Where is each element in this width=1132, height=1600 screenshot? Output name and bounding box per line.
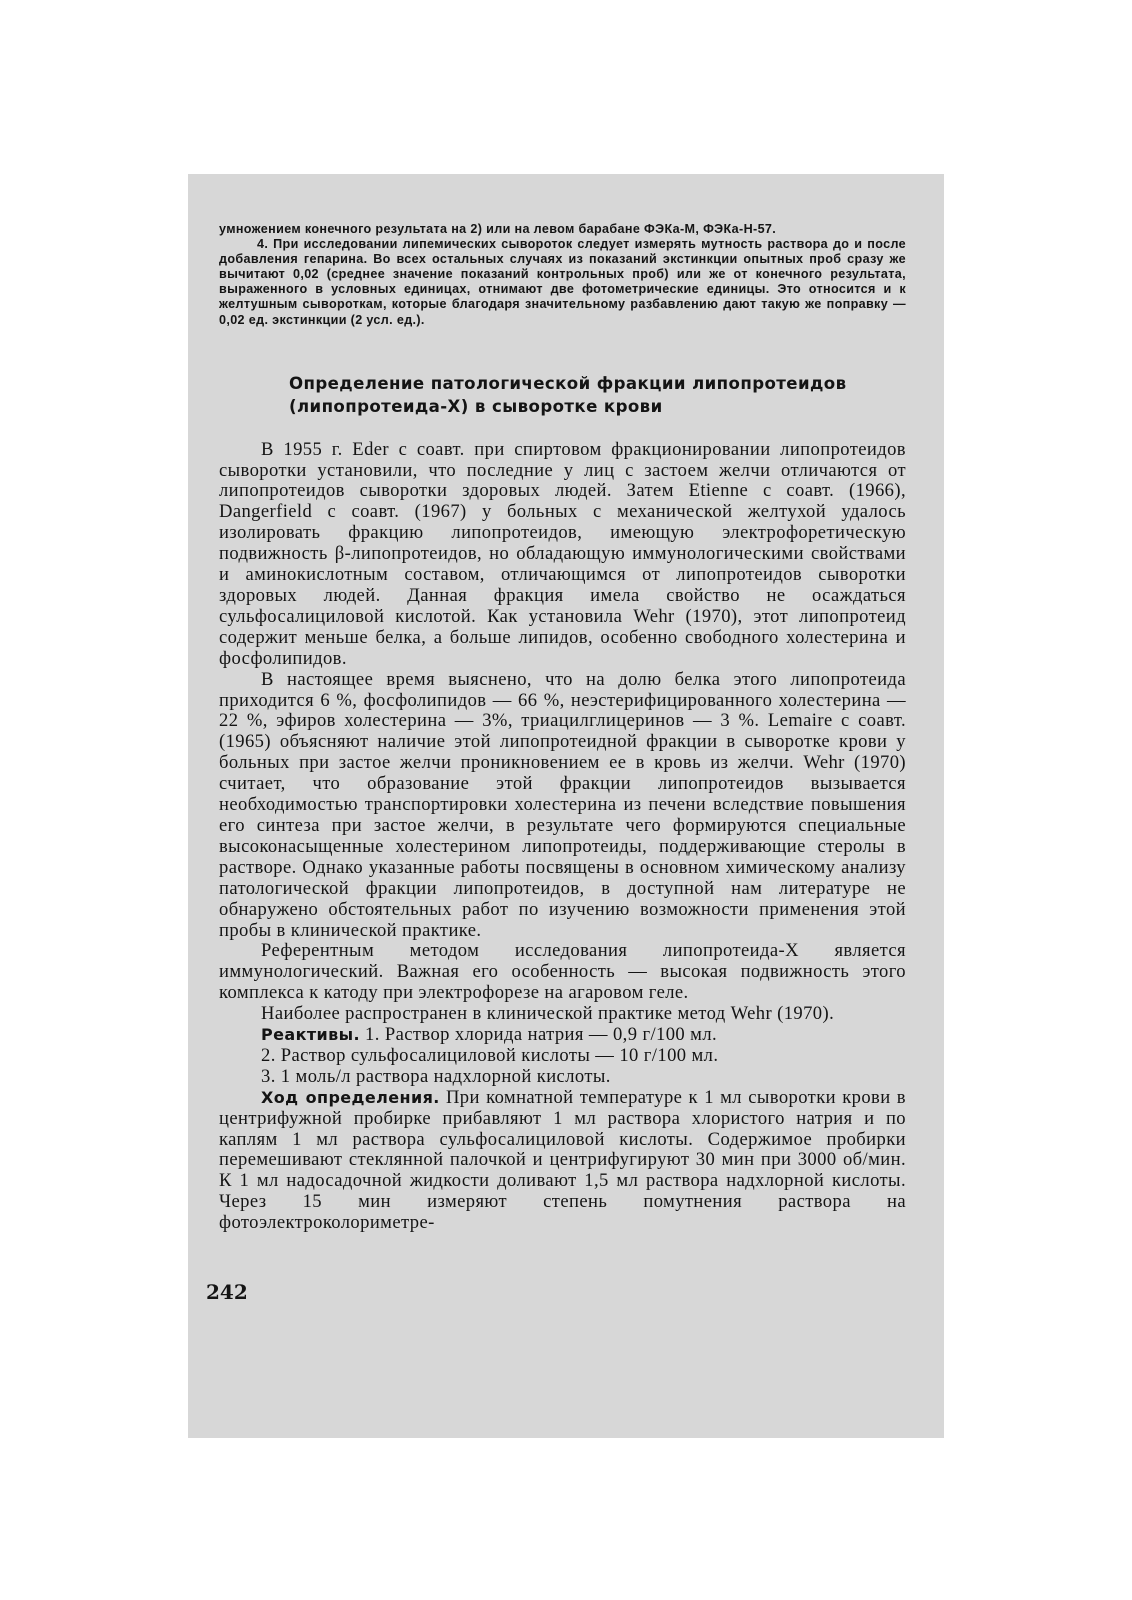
note-paragraph: 4. При исследовании липемических сывороток следует измерять мутность раствора до и после добавления гепарина. Во всех остальных случаях из показаний экстинкции опытных проб сразу же вычитают 0,02 (среднее значение показаний контрольных проб) или же от конечного результата, выраженного в условных единицах, отнимают две фотометрические единицы. Это относится и к желтушным сывороткам, которые благодаря значительному разбавлению дают такую же поправку — 0,02 ед. экстинкции (2 усл. ед.). — [219, 237, 906, 327]
body-text — [219, 440, 906, 1234]
reagents-paragraph — [219, 1025, 906, 1046]
reagent-item: 2. Раствор сульфосалициловой кислоты — 10 г/100 мл. — [261, 1044, 719, 1066]
body-paragraph: В настоящее время выяснено, что на долю белка этого липопротеида приходится 6 %, фосфолипидов — 66 %, неэстерифицированного холестерина — 22 %, эфиров холестерина — 3%, триацилглицеринов — 3 %. Lemaire с соавт. (1965) объясняют наличие этой липопротеидной фракции в сыворотке крови у больных при застое желчи проникновением ее в кровь из желчи. Wehr (1970) считает, что образование этой фракции липопротеидов вызывается необходимостью транспортировки холестерина из печени вследствие повышения его синтеза при застое желчи, в результате чего формируются специальные высоконасыщенные холестерином липопротеиды, поддерживающие стеролы в растворе. Однако указанные работы посвящены в основном химическому анализу патологической фракции липопротеидов, в доступной нам литературе не обнаружено обстоятельных работ по изучению возможности применения этой пробы в клинической практике. — [219, 668, 906, 941]
body-paragraph: В 1955 г. Eder с соавт. при спиртовом фракционировании липопротеидов сыворотки установили, что последние у лиц с застоем желчи отличаются от липопротеидов сыворотки здоровых людей. Затем Etienne с соавт. (1966), Dangerfield с соавт. (1967) у больных с механической желтухой удалось изолировать фракцию липопротеидов, имеющую электрофоретическую подвижность β-липопротеидов, но обладающую иммунологическими свойствами и аминокислотным составом, отличающимся от липопротеидов сыворотки здоровых людей. Данная фракция имела свойство не осаждаться сульфосалициловой кислотой. Как установила Wehr (1970), этот липопротеид содержит меньше белка, а больше липидов, особенно свободного холестерина и фосфолипидов. — [219, 438, 906, 669]
heading-line: (липопротеида-Х) в сыворотке крови — [289, 396, 663, 416]
heading-line: Определение патологической фракции липопротеидов — [289, 373, 847, 393]
body-paragraph: Референтным методом исследования липопротеида-Х является иммунологический. Важная его особенность — высокая подвижность этого комплекса к катоду при электрофорезе на агаровом геле. — [219, 940, 906, 1004]
note-paragraph: умножением конечного результата на 2) или на левом барабане ФЭКа-М, ФЭКа-Н-57. — [219, 222, 777, 236]
page-content — [219, 222, 906, 1234]
body-paragraph: Наиболее распространен в клинической практике метод Wehr (1970). — [261, 1003, 835, 1025]
procedure-label: Ход определения. — [261, 1087, 440, 1107]
book-page — [188, 174, 944, 1438]
page-number: 242 — [206, 1280, 248, 1304]
footnote-block — [219, 222, 906, 328]
reagent-item: 3. 1 моль/л раствора надхлорной кислоты. — [261, 1065, 611, 1087]
reagent-item: 1. Раствор хлорида натрия — 0,9 г/100 мл. — [360, 1024, 718, 1046]
reagents-label: Реактивы. — [261, 1025, 360, 1045]
section-heading — [289, 372, 859, 418]
procedure-text: При комнатной температуре к 1 мл сыворотки крови в центрифужной пробирке прибавляют 1 мл раствора хлористого натрия и по каплям 1 мл раствора сульфосалициловой кислоты. Содержимое пробирки перемешивают стеклянной палочкой и центрифугируют 30 мин при 3000 об/мин. К 1 мл надосадочной жидкости доливают 1,5 мл раствора надхлорной кислоты. Через 15 мин измеряют степень помутнения раствора на фотоэлектроколориметре- — [219, 1086, 906, 1234]
procedure-paragraph — [219, 1088, 906, 1234]
